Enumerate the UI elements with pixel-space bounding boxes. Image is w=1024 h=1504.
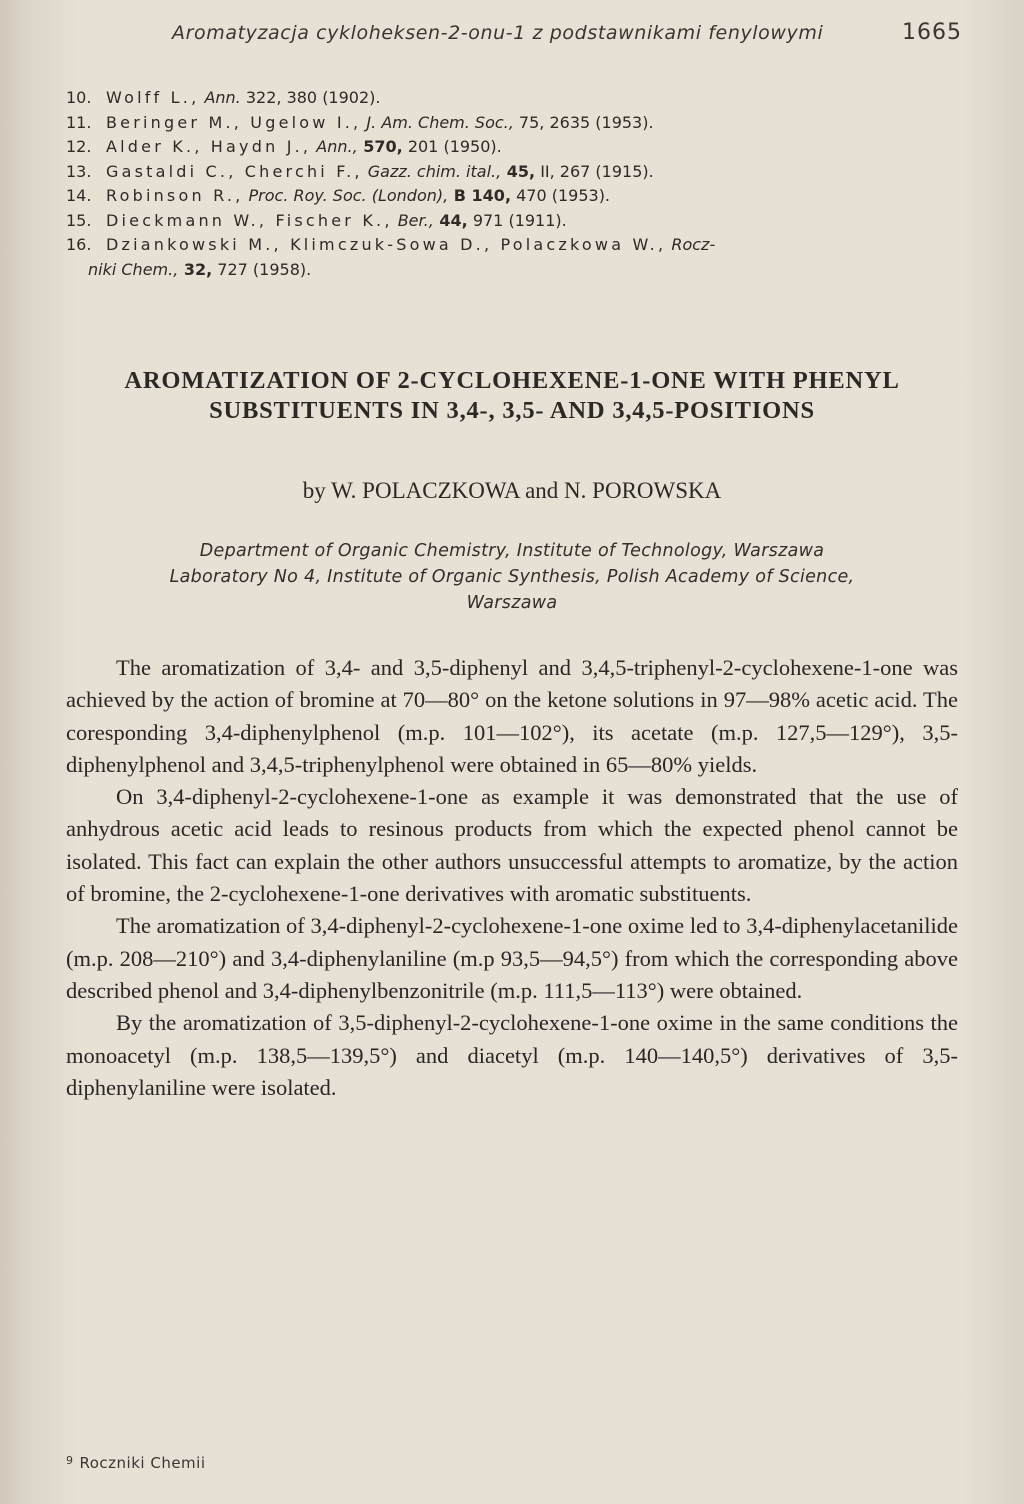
reference-item: 16. Dziankowski M., Klimczuk-Sowa D., Polaczkowa W., Rocz- [66,235,716,254]
reference-item: 11. Beringer M., Ugelow I., J. Am. Chem. Soc., 75, 2635 (1953). [66,112,654,132]
signature-mark [66,1454,206,1472]
affiliation-line: Warszawa [466,593,558,613]
article-title [80,366,944,426]
article-title-line: AROMATIZATION OF 2-CYCLOHEXENE-1-ONE WITH PHENYL [124,367,900,394]
abstract [66,652,958,1104]
abstract-paragraph: The aromatization of 3,4- and 3,5-diphenyl and 3,4,5-triphenyl-2-cyclohexene-1-one was achieved by the action of bromine at 70—80° on the ketone solutions in 97—98% acetic acid. The coresponding 3,4-diphenylphenol (m.p. 101—102°), its acetate (m.p. 127,5—129°), 3,5-diphenylphenol and 3,4,5-triphenylphenol were obtained in 65—80% yields. [66,655,958,777]
abstract-paragraph: On 3,4-diphenyl-2-cyclohexene-1-one as example it was demonstrated that the use of anhydrous acetic acid leads to resinous products from which the expected phenol cannot be isolated. This fact can explain the other authors unsuccessful attempts to aromatize, by the action of bromine, the 2-cyclohexene-1-one derivatives with aromatic substituents. [66,784,958,907]
author-affiliation [80,538,944,616]
affiliation-line: Department of Organic Chemistry, Institute of Technology, Warszawa [199,541,825,561]
article-authors: by W. POLACZKOWA and N. POROWSKA [302,478,722,503]
running-head [172,22,962,44]
reference-item: 12. Alder K., Haydn J., Ann., 570, 201 (1950). [66,137,502,156]
reference-item: 13. Gastaldi C., Cherchi F., Gazz. chim. ital., 45, II, 267 (1915). [66,161,654,181]
reference-item: 15. Dieckmann W., Fischer K., Ber., 44, 971 (1911). [66,210,567,230]
signature-number: 9 [66,1454,74,1467]
signature-text: Roczniki Chemii [79,1454,206,1472]
reference-item-continuation: niki Chem., 32, 727 (1958). [88,259,312,279]
page-number: 1665 [902,20,962,45]
reference-item: 10. Wolff L., Ann. 322, 380 (1902). [66,88,381,107]
running-head-title: Aromatyzacja cykloheksen-2-onu-1 z podstawnikami fenylowymi [172,22,824,44]
abstract-paragraph: The aromatization of 3,4-diphenyl-2-cyclohexene-1-one oxime led to 3,4-diphenylacetanilide (m.p. 208—210°) and 3,4-diphenylaniline (m.p 93,5—94,5°) from which the corresponding above described phenol and 3,4-diphenylbenzonitrile (m.p. 111,5—113°) were obtained. [66,913,958,1003]
reference-item: 14. Robinson R., Proc. Roy. Soc. (London), B 140, 470 (1953). [66,186,611,205]
affiliation-line: Laboratory No 4, Institute of Organic Synthesis, Polish Academy of Science, [169,567,855,587]
reference-list [66,86,962,282]
article-title-line: SUBSTITUENTS IN 3,4-, 3,5- AND 3,4,5-POSITIONS [209,397,815,424]
abstract-paragraph: By the aromatization of 3,5-diphenyl-2-cyclohexene-1-one oxime in the same conditions the monoacetyl (m.p. 138,5—139,5°) and diacetyl (m.p. 140—140,5°) derivatives of 3,5-diphenylaniline were isolated. [66,1010,958,1100]
